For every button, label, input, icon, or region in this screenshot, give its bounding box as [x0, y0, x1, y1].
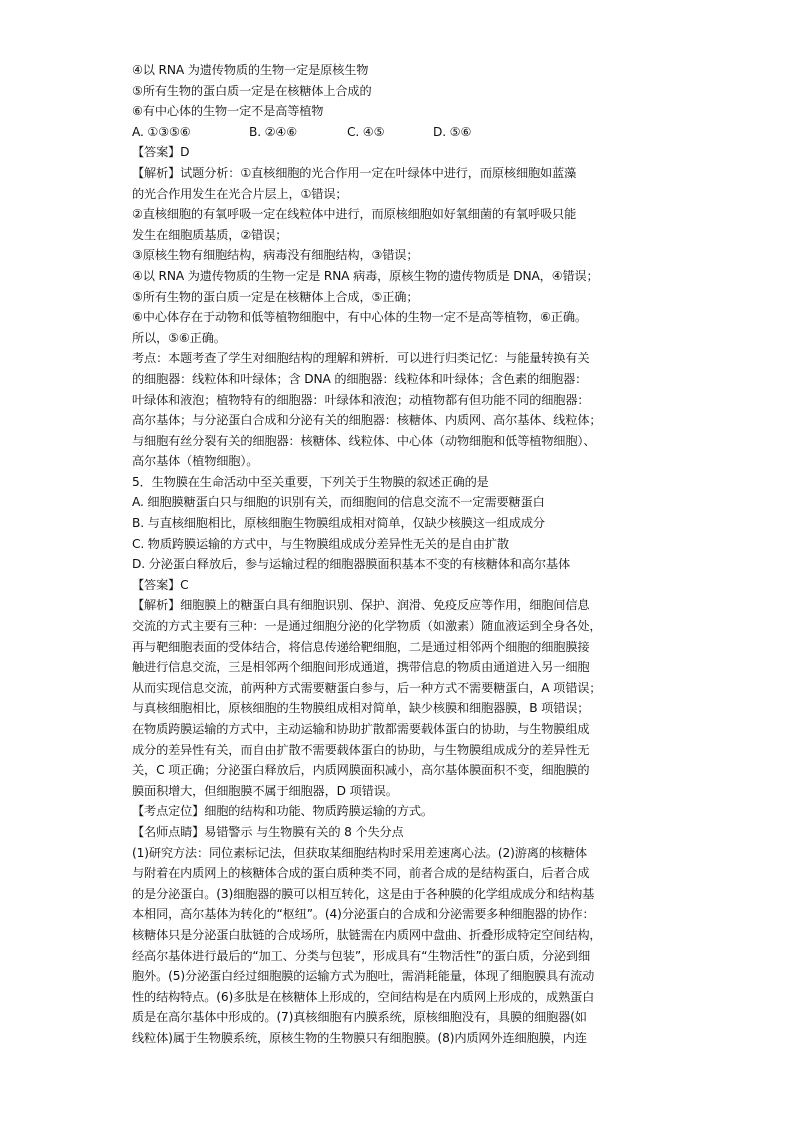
text-line: ③原核生物有细胞结构，病毒没有细胞结构，③错误； — [132, 248, 419, 263]
text-line: ④以 RNA 为遗传物质的生物一定是 RNA 病毒，原核生物的遗传物质是 DNA，④错误； — [132, 268, 599, 283]
text-line: 【名师点睛】易错警示 与生物膜有关的 8 个失分点 — [132, 824, 404, 839]
text-line: 5．生物膜在生命活动中至关重要，下列关于生物膜的叙述正确的是 — [132, 474, 489, 489]
text-line: 性的结构特点。(6)多肽是在核糖体上形成的，空间结构是在内质网上形成的，成熟蛋白 — [132, 989, 595, 1004]
text-line: B. 与直核细胞相比，原核细胞生物膜组成相对简单，仅缺少核膜这一组成成分 — [132, 516, 545, 531]
text-line: 质是在高尔基体中形成的。(7)真核细胞有内膜系统，原核细胞没有，具膜的细胞器(如 — [132, 1010, 587, 1025]
statement-4: ④以 RNA 为遗传物质的生物一定是原核生物 — [132, 63, 369, 77]
text-line: 本相同，高尔基体为转化的“枢纽”。(4)分泌蛋白的合成和分泌需要多种细胞器的协作： — [132, 907, 595, 922]
text-line: 与附着在内质网上的核糖体合成的蛋白质种类不同，前者合成的是结构蛋白，后者合成 — [132, 866, 590, 881]
text-line: 与细胞有丝分裂有关的细胞器：核糖体、线粒体、中心体（动物细胞和低等植物细胞）、 — [132, 433, 596, 448]
text-line: 叶绿体和液泡；植物特有的细胞器：叶绿体和液泡；动植物都有但功能不同的细胞器： — [132, 392, 590, 407]
text-line: 【解析】细胞膜上的糖蛋白具有细胞识别、保护、润滑、免疫反应等作用，细胞间信息 — [132, 598, 590, 613]
text-line: 的细胞器：线粒体和叶绿体；含 DNA 的细胞器：线粒体和叶绿体；含色素的细胞器： — [132, 371, 588, 386]
text-line: 发生在细胞质基质，②错误； — [132, 227, 288, 242]
text-line: 【答案】D — [132, 145, 190, 160]
answer-options — [132, 122, 662, 143]
statement-6: ⑥有中心体的生物一定不是高等植物 — [132, 104, 324, 119]
text-line: 所以，⑤⑥正确。 — [132, 330, 226, 345]
text-line: (1)研究方法：同位素标记法，但获取某细胞结构时采用差速离心法。(2)游离的核糖体 — [132, 845, 587, 860]
option-d: D. ⑤⑥ — [433, 124, 472, 139]
text-line: ②直核细胞的有氧呼吸一定在线粒体中进行，而原核细胞如好氧细菌的有氧呼吸只能 — [132, 207, 577, 222]
text-line: 在物质跨膜运输的方式中，主动运输和协助扩散都需要载体蛋白的协助，与生物膜组成 — [132, 722, 590, 736]
text-line: 【考点定位】细胞的结构和功能、物质跨膜运输的方式。 — [132, 804, 433, 819]
text-line: 与真核细胞相比，原核细胞的生物膜组成相对简单，缺少核膜和细胞器膜，B 项错误； — [132, 701, 590, 716]
text-line: 【答案】C — [132, 577, 189, 592]
text-line: 交流的方式主要有三种：一是通过细胞分泌的化学物质（如激素）随血液运到全身各处， — [132, 619, 602, 634]
document-page — [132, 60, 662, 1049]
text-line: 再与靶细胞表面的受体结合，将信息传递给靶细胞，二是通过相邻两个细胞的细胞膜接 — [132, 639, 590, 654]
text-line: 成分的差异性有关，而自由扩散不需要载体蛋白的协助，与生物膜组成成分的差异性无 — [132, 742, 590, 757]
text-line: C. 物质跨膜运输的方式中，与生物膜组成成分差异性无关的是自由扩散 — [132, 536, 509, 551]
text-line: 核糖体只是分泌蛋白肽链的合成场所，肽链需在内质网中盘曲、折叠形成特定空间结构， — [132, 927, 602, 942]
text-line: 考点：本题考查了学生对细胞结构的理解和辨析．可以进行归类记忆：与能量转换有关 — [132, 351, 590, 366]
option-b: B. ②④⑥ — [249, 124, 297, 139]
text-line: D. 分泌蛋白释放后，参与运输过程的细胞器膜面积基本不变的有核糖体和高尔基体 — [132, 557, 570, 572]
text-line: 膜面积增大，但细胞膜不属于细胞器，D 项错误。 — [132, 783, 398, 798]
text-line: 从而实现信息交流，前两种方式需要糖蛋白参与，后一种方式不需要糖蛋白，A 项错误； — [132, 680, 602, 695]
text-line: A. 细胞膜糖蛋白只与细胞的识别有关，而细胞间的信息交流不一定需要糖蛋白 — [132, 495, 545, 510]
text-line: 触进行信息交流，三是相邻两个细胞间形成通道，携带信息的物质由通道进入另一细胞 — [132, 660, 590, 675]
text-line: 高尔基体（植物细胞）。 — [132, 454, 259, 469]
option-c: C. ④⑤ — [347, 124, 385, 139]
text-line: 经高尔基体进行最后的“加工、分类与包装”，形成具有“生物活性”的蛋白质，分泌到细 — [132, 948, 591, 963]
text-line: 的是分泌蛋白。(3)细胞器的膜可以相互转化，这是由于各种膜的化学组成成分和结构基 — [132, 886, 595, 901]
text-line: 【解析】试题分析：①直核细胞的光合作用一定在叶绿体中进行，而原核细胞如蓝藻 — [132, 165, 577, 180]
text-line: 的光合作用发生在光合片层上，①错误； — [132, 186, 348, 201]
body-text — [132, 142, 662, 1048]
text-line: 高尔基体；与分泌蛋白合成和分泌有关的细胞器：核糖体、内质网、高尔基体、线粒体； — [132, 413, 602, 428]
text-line: ⑥中心体存在于动物和低等植物细胞中，有中心体的生物一定不是高等植物，⑥正确。 — [132, 310, 587, 325]
text-line: 线粒体)属于生物膜系统，原核生物的生物膜只有细胞膜。(8)内质网外连细胞膜，内连 — [132, 1030, 587, 1045]
statement-5: ⑤所有生物的蛋白质一定是在核糖体上合成的 — [132, 83, 372, 98]
text-line: 关，C 项正确；分泌蛋白释放后，内质网膜面积减小，高尔基体膜面积不变，细胞膜的 — [132, 763, 590, 778]
option-a: A. ①③⑤⑥ — [132, 124, 191, 139]
text-line: ⑤所有生物的蛋白质一定是在核糖体上合成，⑤正确； — [132, 289, 419, 304]
text-line: 胞外。(5)分泌蛋白经过细胞膜的运输方式为胞吐，需消耗能量，体现了细胞膜具有流动 — [132, 969, 595, 984]
